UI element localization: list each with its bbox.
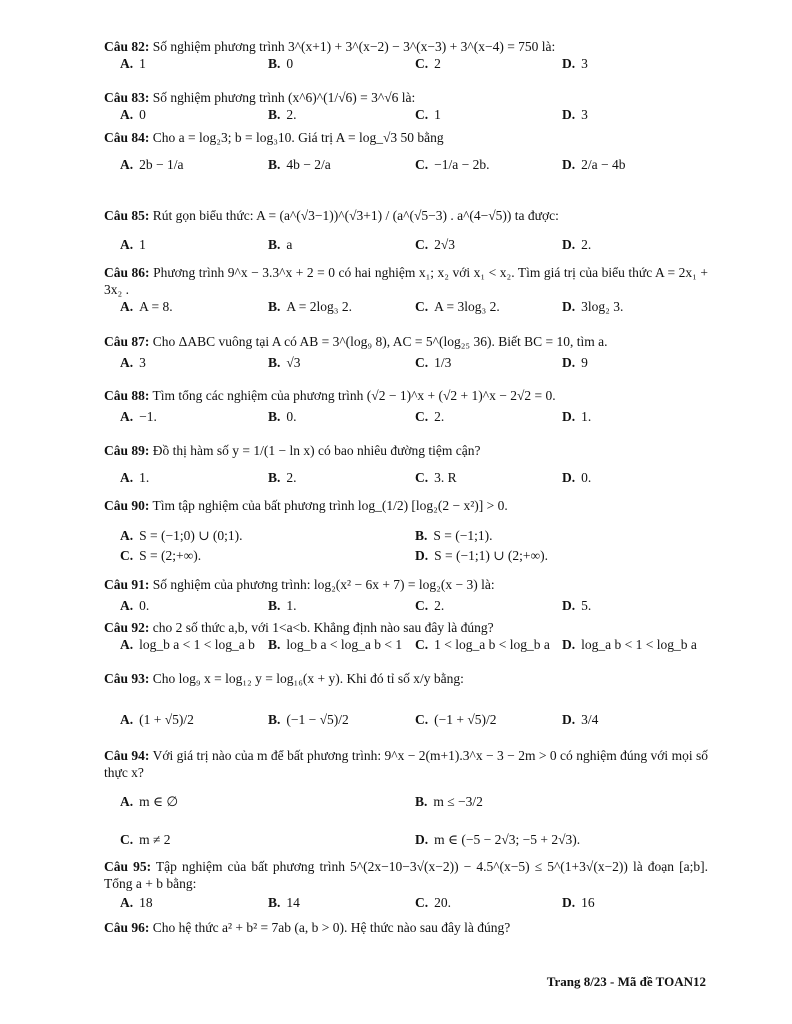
option-c: C. 2√3 <box>415 237 456 252</box>
option-b: B. 1. <box>268 598 297 613</box>
option-d: D. 16 <box>562 895 595 910</box>
option-d: D. 1. <box>562 409 592 424</box>
question-stem: Số nghiệm phương trình 3^(x+1) + 3^(x−2) − 3^(x−3) + 3^(x−4) = 750 là: <box>152 39 556 54</box>
question-89 <box>104 442 708 489</box>
option-b: B. 0. <box>268 409 297 424</box>
question-93 <box>104 670 708 741</box>
option-b: B. 2. <box>268 470 297 485</box>
option-c: C. 3. R <box>415 470 457 485</box>
option-b: B. 14 <box>268 895 300 910</box>
option-b: B. 4b − 2/a <box>268 157 331 172</box>
question-number: Câu 92: <box>104 620 150 635</box>
option-c: C. −1/a − 2b. <box>415 157 490 172</box>
question-92 <box>104 619 708 656</box>
option-c: C. 1 < log_a b < log_b a <box>415 637 550 652</box>
option-c: C. 1 <box>415 107 441 122</box>
question-stem: Tìm tổng các nghiệm của phương trình (√2 − 1)^x + (√2 + 1)^x − 2√2 = 0. <box>152 388 556 403</box>
option-d: D. 2. <box>562 237 592 252</box>
question-88 <box>104 387 708 428</box>
option-a: A. 3 <box>120 355 146 370</box>
option-d: D. m ∈ (−5 − 2√3; −5 + 2√3). <box>415 832 581 847</box>
option-a: A. 0. <box>120 598 150 613</box>
option-b: B. √3 <box>268 355 301 370</box>
option-c: C. m ≠ 2 <box>120 832 171 847</box>
question-number: Câu 89: <box>104 443 150 458</box>
option-a: A. 0 <box>120 107 146 122</box>
question-stem: Số nghiệm của phương trình: log₂(x² − 6x + 7) = log₂(x − 3) là: <box>152 577 495 592</box>
option-a: A. −1. <box>120 409 157 424</box>
option-a: A. (1 + √5)/2 <box>120 712 194 727</box>
option-d: D. 3/4 <box>562 712 599 727</box>
question-number: Câu 82: <box>104 39 150 54</box>
option-d: D. 3 <box>562 56 588 71</box>
option-c: C. 1/3 <box>415 355 452 370</box>
question-number: Câu 90: <box>104 498 150 513</box>
question-91 <box>104 576 708 617</box>
question-number: Câu 85: <box>104 208 150 223</box>
question-number: Câu 93: <box>104 671 150 686</box>
option-d: D. 2/a − 4b <box>562 157 626 172</box>
option-d: D. log_a b < 1 < log_b a <box>562 637 697 652</box>
option-b: B. a <box>268 237 293 252</box>
option-a: A. log_b a < 1 < log_a b <box>120 637 255 652</box>
option-d: D. S = (−1;1) ∪ (2;+∞). <box>415 548 549 563</box>
question-stem: Cho a = log₂3; b = log₃10. Giá trị A = log_√3 50 bằng <box>152 130 444 145</box>
question-94 <box>104 747 708 853</box>
option-b: B. (−1 − √5)/2 <box>268 712 349 727</box>
question-number: Câu 94: <box>104 748 150 763</box>
question-number: Câu 91: <box>104 577 150 592</box>
option-b: B. A = 2log₃ 2. <box>268 299 352 314</box>
question-number: Câu 88: <box>104 388 150 403</box>
option-c: C. 2. <box>415 409 445 424</box>
question-stem: Đồ thị hàm số y = 1/(1 − ln x) có bao nhiêu đường tiệm cận? <box>152 443 481 458</box>
question-stem: cho 2 số thức a,b, với 1<a<b. Khẳng định nào sau đây là đúng? <box>152 620 494 635</box>
option-b: B. 0 <box>268 56 294 71</box>
option-d: D. 9 <box>562 355 588 370</box>
option-a: A. 1 <box>120 237 146 252</box>
question-96 <box>104 919 708 936</box>
page-footer: Trang 8/23 - Mã đề TOAN12 <box>546 974 706 989</box>
question-stem: Cho hệ thức a² + b² = 7ab (a, b > 0). Hệ thức nào sau đây là đúng? <box>152 920 511 935</box>
question-86 <box>104 264 708 318</box>
question-85 <box>104 207 708 256</box>
option-d: D. 0. <box>562 470 592 485</box>
option-a: A. 18 <box>120 895 153 910</box>
option-b: B. log_b a < log_a b < 1 <box>268 637 403 652</box>
option-a: A. 1 <box>120 56 146 71</box>
option-c: C. 2 <box>415 56 441 71</box>
question-stem: Tập nghiệm của bất phương trình 5^(2x−10−3√(x−2)) − 4.5^(x−5) ≤ 5^(1+3√(x−2)) là đoạn [a;b]. Tổng a + b bằng: <box>104 859 708 891</box>
question-number: Câu 83: <box>104 90 150 105</box>
option-c: C. (−1 + √5)/2 <box>415 712 497 727</box>
option-b: B. m ≤ −3/2 <box>415 794 483 809</box>
question-83 <box>104 89 708 126</box>
option-c: C. 20. <box>415 895 451 910</box>
option-b: B. 2. <box>268 107 297 122</box>
question-stem: Với giá trị nào của m để bất phương trình: 9^x − 2(m+1).3^x − 3 − 2m > 0 có nghiệm đúng với mọi số thực x? <box>104 748 708 780</box>
question-number: Câu 87: <box>104 334 150 349</box>
option-a: A. 2b − 1/a <box>120 157 184 172</box>
question-stem: Số nghiệm phương trình (x^6)^(1/√6) = 3^√6 là: <box>152 90 416 105</box>
question-number: Câu 95: <box>104 859 152 874</box>
option-c: C. 2. <box>415 598 445 613</box>
option-b: B. S = (−1;1). <box>415 528 493 543</box>
option-c: C. A = 3log₃ 2. <box>415 299 500 314</box>
option-a: A. A = 8. <box>120 299 173 314</box>
question-stem: Cho log₉ x = log₁₂ y = log₁₆(x + y). Khi đó tỉ số x/y bằng: <box>152 671 464 686</box>
question-stem: Cho ΔABC vuông tại A có AB = 3^(log₉ 8), AC = 5^(log₂₅ 36). Biết BC = 10, tìm a. <box>152 334 608 349</box>
question-90 <box>104 497 708 569</box>
option-d: D. 5. <box>562 598 592 613</box>
option-a: A. 1. <box>120 470 150 485</box>
question-87 <box>104 333 708 374</box>
question-95 <box>104 858 708 914</box>
question-stem: Tìm tập nghiệm của bất phương trình log_(1/2) [log₂(2 − x²)] > 0. <box>152 498 508 513</box>
question-stem: Phương trình 9^x − 3.3^x + 2 = 0 có hai nghiệm x₁; x₂ với x₁ < x₂. Tìm giá trị của biểu thức A = 2x₁ + 3x₂ . <box>104 265 709 297</box>
question-number: Câu 84: <box>104 130 150 145</box>
question-82 <box>104 38 708 75</box>
question-84 <box>104 129 708 186</box>
option-d: D. 3 <box>562 107 588 122</box>
question-number: Câu 96: <box>104 920 150 935</box>
option-c: C. S = (2;+∞). <box>120 548 202 563</box>
option-a: A. S = (−1;0) ∪ (0;1). <box>120 528 243 543</box>
question-number: Câu 86: <box>104 265 150 280</box>
option-d: D. 3log₂ 3. <box>562 299 624 314</box>
option-a: A. m ∈ ∅ <box>120 794 179 809</box>
question-stem: Rút gọn biểu thức: A = (a^(√3−1))^(√3+1) / (a^(√5−3) . a^(4−√5)) ta được: <box>152 208 559 223</box>
